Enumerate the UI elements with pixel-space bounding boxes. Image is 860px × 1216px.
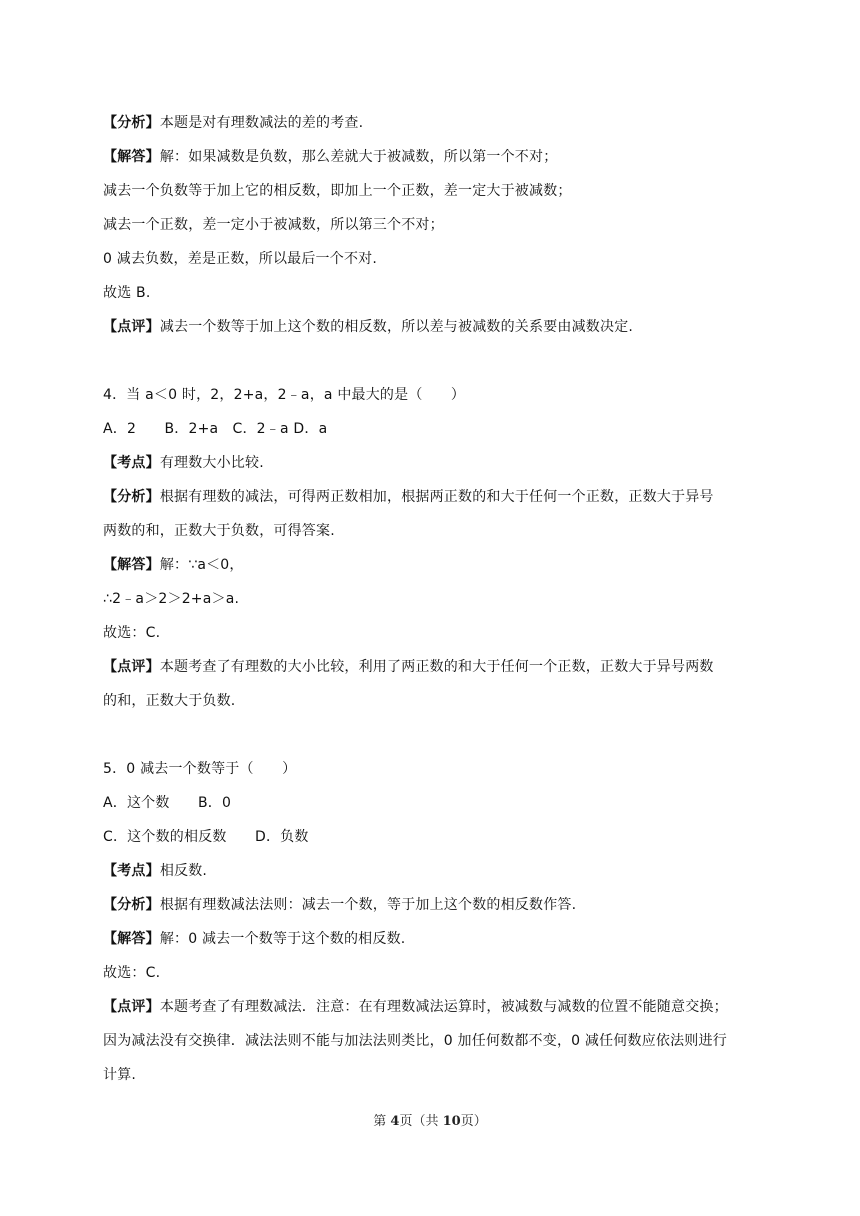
line-text: 两数的和，正数大于负数，可得答案. xyxy=(103,523,335,539)
footer-total-pages: 10 xyxy=(442,1114,461,1129)
line-text: A．2 B．2+a C．2﹣a D．a xyxy=(103,421,328,437)
text-line xyxy=(103,215,444,235)
footer-middle: 页（共 xyxy=(399,1114,443,1129)
text-line xyxy=(103,249,377,269)
line-text: A．这个数 B．0 xyxy=(103,795,232,811)
line-tag: 【点评】 xyxy=(103,659,160,675)
line-text: 本题考查了有理数的大小比较，利用了两正数的和大于任何一个正数，正数大于异号两数 xyxy=(159,659,714,675)
line-tag: 【点评】 xyxy=(103,319,160,335)
text-line xyxy=(103,929,405,949)
question-stem xyxy=(103,759,296,779)
text-line xyxy=(103,1031,727,1051)
question-options xyxy=(103,827,309,847)
line-text: 5．0 减去一个数等于（ ） xyxy=(103,761,297,777)
text-line xyxy=(103,555,244,575)
text-line xyxy=(103,453,264,473)
text-line xyxy=(103,963,160,983)
line-tag: 【点评】 xyxy=(103,999,160,1015)
text-line xyxy=(103,657,714,677)
line-text: 因为减法没有交换律．减法法则不能与加法法则类比，0 加任何数都不变，0 减任何数应依法则进行 xyxy=(103,1033,727,1049)
line-text: 减去一个负数等于加上它的相反数，即加上一个正数，差一定大于被减数； xyxy=(103,183,572,199)
line-text: 4．当 a＜0 时，2，2+a，2﹣a，a 中最大的是（ ） xyxy=(103,387,466,403)
text-line xyxy=(103,861,207,881)
line-tag: 【分析】 xyxy=(103,489,160,505)
text-line xyxy=(103,589,239,609)
text-line xyxy=(103,147,557,167)
line-text: 的和，正数大于负数. xyxy=(103,693,236,709)
question-stem xyxy=(103,385,465,405)
text-line xyxy=(103,521,335,541)
line-text: 本题考查了有理数减法．注意：在有理数减法运算时，被减数与减数的位置不能随意交换； xyxy=(159,999,728,1015)
line-text: ∴2﹣a＞2＞2+a＞a. xyxy=(103,591,240,607)
line-text: 有理数大小比较. xyxy=(159,455,264,471)
line-text: 故选：C. xyxy=(103,625,161,641)
footer-prefix: 第 xyxy=(373,1114,391,1129)
line-text: 减去一个正数，差一定小于被减数，所以第三个不对； xyxy=(103,217,444,233)
line-text: 故选 B. xyxy=(103,285,151,301)
line-text: C．这个数的相反数 D．负数 xyxy=(103,829,309,845)
line-tag: 【解答】 xyxy=(103,557,160,573)
line-text: 故选：C. xyxy=(103,965,161,981)
line-tag: 【解答】 xyxy=(103,149,160,165)
line-text: 解：∵a＜0， xyxy=(159,557,244,573)
text-line xyxy=(103,317,633,337)
footer-page-number: 4 xyxy=(390,1114,400,1129)
line-tag: 【分析】 xyxy=(103,115,160,131)
footer-suffix: 页） xyxy=(460,1114,487,1129)
line-tag: 【考点】 xyxy=(103,455,160,471)
text-line xyxy=(103,1065,136,1085)
question-options xyxy=(103,419,327,439)
text-line xyxy=(103,623,160,643)
line-text: 0 减去负数，差是正数，所以最后一个不对. xyxy=(103,251,378,267)
line-tag: 【解答】 xyxy=(103,931,160,947)
line-text: 减去一个数等于加上这个数的相反数，所以差与被减数的关系要由减数决定. xyxy=(159,319,634,335)
line-tag: 【考点】 xyxy=(103,863,160,879)
page-footer xyxy=(0,1110,860,1129)
line-tag: 【分析】 xyxy=(103,897,160,913)
text-line xyxy=(103,283,151,303)
question-options xyxy=(103,793,231,813)
text-line xyxy=(103,691,235,711)
line-text: 计算. xyxy=(103,1067,137,1083)
line-text: 根据有理数减法法则：减去一个数，等于加上这个数的相反数作答. xyxy=(159,897,577,913)
line-text: 根据有理数的减法，可得两正数相加，根据两正数的和大于任何一个正数，正数大于异号 xyxy=(159,489,714,505)
line-text: 解：0 减去一个数等于这个数的相反数. xyxy=(159,931,406,947)
line-text: 本题是对有理数减法的差的考查. xyxy=(159,115,364,131)
text-line xyxy=(103,113,363,133)
line-text: 解：如果减数是负数，那么差就大于被减数，所以第一个不对； xyxy=(159,149,558,165)
text-line xyxy=(103,895,576,915)
text-line xyxy=(103,997,728,1017)
line-text: 相反数. xyxy=(159,863,208,879)
text-line xyxy=(103,487,714,507)
text-line xyxy=(103,181,572,201)
